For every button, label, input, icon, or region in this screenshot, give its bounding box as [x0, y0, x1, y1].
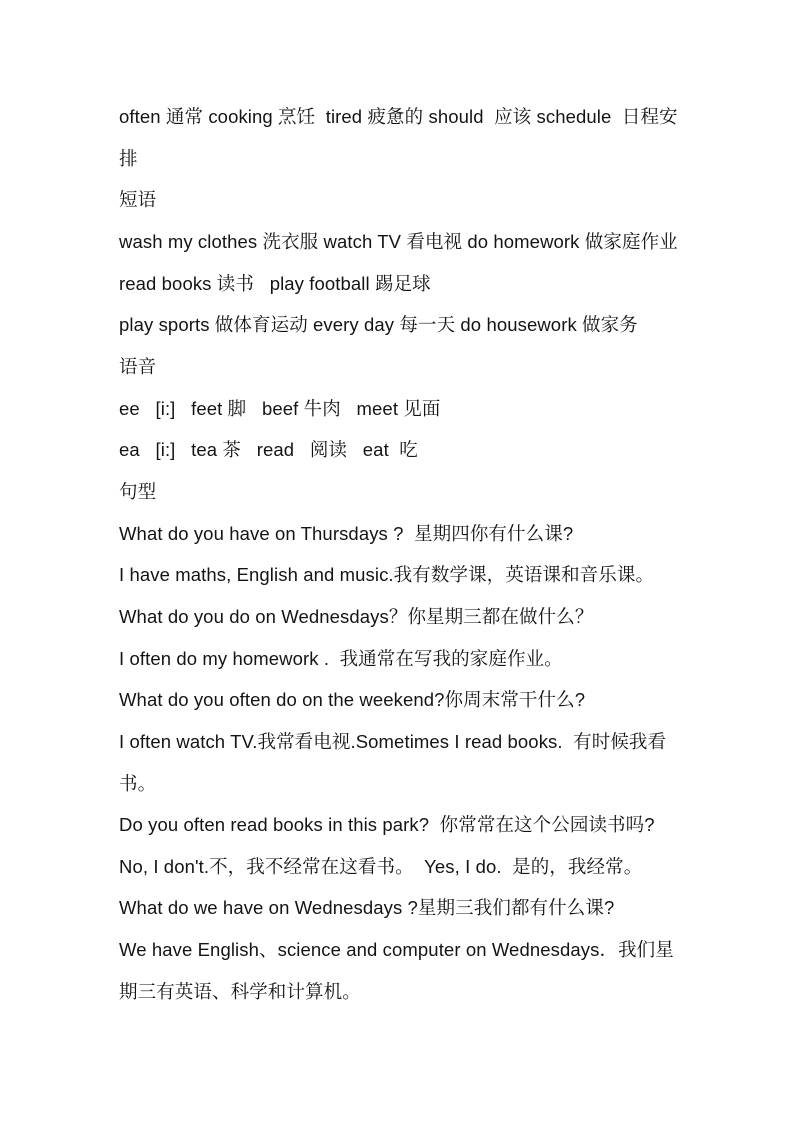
text-line: 书。 [119, 772, 157, 794]
text-line: I often watch TV.我常看电视.Sometimes I read books. 有时候我看 [119, 730, 667, 752]
text-line: ea [i:] tea 茶 read 阅读 eat 吃 [119, 439, 418, 461]
section-heading-sentence-patterns: 句型 [119, 480, 157, 502]
text-line: I often do my homework . 我通常在写我的家庭作业。 [119, 647, 563, 669]
text-line: What do we have on Wednesdays ?星期三我们都有什么课? [119, 897, 615, 919]
text-line: We have English、science and computer on Wednesdays．我们星 [119, 939, 674, 961]
section-heading-phonics: 语音 [119, 355, 157, 377]
text-line: I have maths, English and music.我有数学课，英语课和音乐课。 [119, 564, 655, 586]
text-line: 期三有英语、科学和计算机。 [119, 980, 361, 1002]
section-heading-phrases: 短语 [119, 189, 157, 211]
text-line: read books 读书 play football 踢足球 [119, 272, 431, 294]
text-line: What do you have on Thursdays ? 星期四你有什么课? [119, 522, 574, 544]
text-line: wash my clothes 洗衣服 watch TV 看电视 do homework 做家庭作业 [119, 230, 678, 252]
text-line: What do you do on Wednesdays？你星期三都在做什么？ [119, 605, 594, 627]
text-line: No, I don't.不，我不经常在这看书。 Yes, I do. 是的，我经常。 [119, 855, 643, 877]
text-line: Do you often read books in this park? 你常常在这个公园读书吗? [119, 814, 655, 836]
text-line: 排 [119, 147, 138, 169]
text-line: often 通常 cooking 烹饪 tired 疲惫的 should 应该 schedule 日程安 [119, 106, 678, 127]
text-line: play sports 做体育运动 every day 每一天 do housework 做家务 [119, 314, 638, 336]
text-line: What do you often do on the weekend?你周末常干什么? [119, 689, 586, 711]
text-line: ee [i:] feet 脚 beef 牛肉 meet 见面 [119, 397, 441, 419]
